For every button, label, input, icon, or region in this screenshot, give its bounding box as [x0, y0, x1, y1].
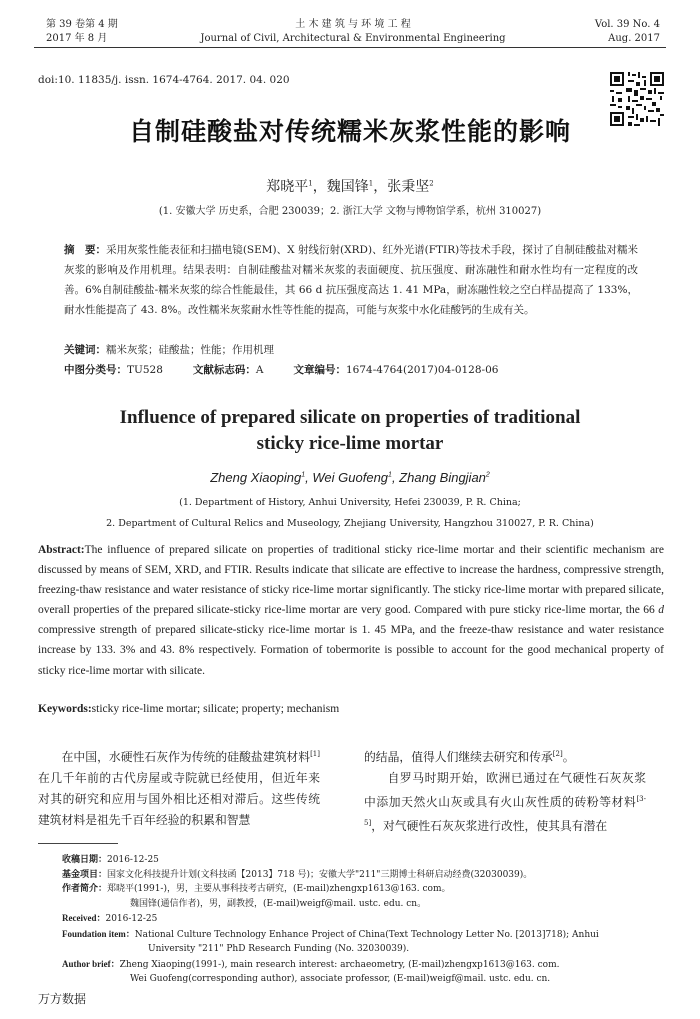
title-en-line1: Influence of prepared silicate on properties of traditional — [119, 407, 581, 428]
citation-ref: [1] — [310, 750, 320, 758]
title-en — [0, 405, 700, 457]
title-en-line2: sticky rice-lime mortar — [256, 433, 444, 454]
affiliation-en-line2: 2. Department of Cultural Relics and Museology, Zhejiang University, Hangzhou 310027, P. R. China) — [106, 518, 594, 529]
footnote-fund-en-2: University "211" PhD Research Funding (No. 32030039). — [148, 944, 410, 954]
footnote-fund-en — [62, 927, 664, 943]
wanfang-watermark: 万方数据 — [38, 992, 87, 1006]
keywords-cn — [64, 340, 638, 360]
article-number-label: 文章编号： — [293, 364, 346, 376]
footnote-text: 国家文化科技提升计划(文科技函【2013】718 号)；安徽大学"211"三期博士科研启动经费(32030039)。 — [107, 869, 533, 880]
body-paragraph — [364, 768, 646, 837]
running-header — [46, 18, 660, 48]
doi: doi:10. 11835/j. issn. 1674-4764. 2017. 04. 020 — [38, 74, 290, 86]
body-column-right — [364, 744, 646, 837]
doc-code-value: A — [255, 364, 264, 376]
author-en-2: , Wei Guofeng — [305, 470, 389, 485]
header-volume-en: Vol. 39 No. 4 — [594, 19, 660, 30]
keywords-en-label: Keywords: — [38, 703, 92, 715]
header-journal-title — [46, 18, 660, 46]
footnote-author-cn — [62, 882, 664, 897]
abstract-cn-text: 采用灰浆性能表征和扫描电镜(SEM)、X 射线衍射(XRD)、红外光谱(FTIR)等技术手段，探讨了自制硅酸盐对糯米灰浆的影响及作用机理。结果表明：自制硅酸盐对糯米灰浆的表面硬度、抗压强度、耐冻融性和耐水性均有一定程度的改善。6%自制硅酸盐-糯米灰浆的综合性能最佳，其 66 d 抗压强度高达 1. 41 MPa，耐冻融性较之空白样品提高了 133%，耐水性能提高了 43. 8%。改性糯米灰浆耐水性等性能的提高，可能与灰浆中水化硅酸钙的生成有关。 — [64, 244, 639, 316]
authors-cn — [0, 176, 700, 196]
header-divider — [34, 47, 666, 48]
footnote-divider — [38, 843, 118, 844]
author-en-3-affil: 2 — [485, 471, 490, 479]
author-cn-2: ，魏国锋 — [312, 179, 369, 195]
footnote-label: 作者简介： — [62, 884, 108, 894]
authors-en — [0, 470, 700, 485]
footnote-text: 2016-12-25 — [105, 914, 158, 924]
body-paragraph — [38, 744, 320, 831]
footnotes — [62, 853, 664, 987]
abstract-en-text-b: compressive strength of prepared silicate-sticky rice-lime mortar is 1. 45 MPa, and the freeze-thaw resistance and water resistance increase by 133. 3% and 43. 8% respectively. Formation of tobermorite is possible to account for the good mechanical property of sticky rice-lime mortar with silicate. — [38, 624, 664, 677]
body-text: ，对气硬性石灰灰浆进行改性，使其具有潜在 — [371, 818, 608, 833]
affiliation-cn: (1. 安徽大学 历史系，合肥 230039；2. 浙江大学 文物与博物馆学系，杭州 310027) — [158, 206, 542, 217]
abstract-en-text-a: The influence of prepared silicate on properties of traditional sticky rice-lime mortar and their scientific mechanism are discussed by means of SEM, XRD, and FTIR. Results indicate that silicate are effective to increase the hardness, compressive strength, freezing-thaw resistance and water resistance of sticky rice-lime mortar significantly. The sticky rice-lime mortar with prepared silicate, overall properties of the prepared silicate-sticky rice-lime mortar are very good. Compared with pure sticky rice-lime mortar, the 66 — [38, 544, 664, 617]
affiliation-en-line1: (1. Department of History, Anhui University, Hefei 230039, P. R. China; — [179, 497, 521, 508]
body-text: 自罗马时期开始，欧洲已通过在气硬性石灰灰浆中添加天然火山灰或具有火山灰性质的砖粉等材料 — [364, 770, 646, 809]
footnote-label: Author brief： — [62, 958, 120, 969]
keywords-en — [38, 703, 664, 715]
body-text: 。 — [562, 749, 575, 764]
abstract-cn-label: 摘 要： — [64, 244, 107, 256]
footnote-author-cn-2: 魏国锋(通信作者)，男，副教授，(E-mail)weigf@mail. ustc. edu. cn。 — [130, 898, 427, 909]
author-en-1: Zheng Xiaoping — [210, 470, 302, 485]
author-cn-2-affil: 1 — [368, 179, 374, 188]
keywords-cn-label: 关键词： — [64, 344, 106, 356]
citation-ref: [2] — [552, 750, 563, 758]
author-cn-1: 郑晓平 — [266, 179, 309, 195]
footnote-fund-cn — [62, 868, 664, 883]
affiliation-en — [0, 492, 700, 534]
author-cn-3: ，张秉坚 — [373, 179, 430, 195]
footnote-brief-en — [62, 957, 664, 973]
footnote-text: 郑晓平(1991-)，男，主要从事科技考古研究，(E-mail)zhengxp1613@163. com。 — [107, 884, 451, 894]
keywords-cn-text: 糯米灰浆；硅酸盐；性能；作用机理 — [106, 344, 274, 356]
clc-label: 中图分类号： — [64, 364, 127, 376]
article-number-value: 1674-4764(2017)04-0128-06 — [346, 364, 499, 376]
footnote-text: 2016-12-25 — [107, 855, 159, 865]
author-en-2-affil: 1 — [388, 471, 392, 479]
body-text: 在中国，水硬性石灰作为传统的硅酸盐建筑材料 — [61, 749, 311, 764]
classification-cn — [64, 360, 638, 380]
body-text: 的结晶，值得人们继续去研究和传承 — [364, 749, 553, 764]
abstract-en-italic-d: d — [658, 604, 664, 617]
header-volume-en-info — [595, 18, 660, 46]
header-volume-cn: 第 39 卷第 4 期 — [46, 19, 118, 30]
header-date-cn: 2017 年 8 月 — [46, 33, 108, 44]
title-cn: 自制硅酸盐对传统糯米灰浆性能的影响 — [128, 117, 571, 146]
body-text: 在几千年前的古代房屋或寺院就已经使用，但近年来对其的研究和应用与国外相比还相对滞后。这些传统建筑材料是祖先千百年经验的积累和智慧 — [38, 770, 320, 827]
footnote-label: Received： — [62, 913, 106, 923]
body-column-left — [38, 744, 320, 831]
footnote-label: 基金项目： — [62, 869, 108, 880]
abstract-en-label: Abstract: — [38, 544, 85, 556]
author-en-1-affil: 1 — [301, 471, 306, 479]
header-journal-cn: 土 木 建 筑 与 环 境 工 程 — [295, 19, 411, 30]
clc-value: TU528 — [127, 364, 163, 376]
author-cn-3-affil: 2 — [429, 179, 434, 188]
footnote-label: 收稿日期： — [62, 855, 108, 865]
footnote-label: Foundation item： — [62, 928, 135, 939]
header-journal-en: Journal of Civil, Architectural & Environmental Engineering — [200, 33, 506, 44]
keywords-en-text: sticky rice-lime mortar; silicate; property; mechanism — [91, 703, 340, 715]
footnote-text: Zheng Xiaoping(1991-), main research interest: archaeometry, (E-mail)zhengxp1613@163. com. — [119, 959, 560, 970]
abstract-cn — [64, 240, 638, 320]
footnote-text: National Culture Technology Enhance Project of China(Text Technology Letter No. [2013]718); Anhui — [134, 929, 599, 940]
footnote-brief-en-2: Wei Guofeng(corresponding author), associate professor, (E-mail)weigf@mail. ustc. edu. cn. — [130, 974, 551, 984]
abstract-en — [38, 540, 664, 681]
author-en-3: , Zhang Bingjian — [391, 470, 486, 485]
footnote-received-en — [62, 911, 664, 927]
footnote-received-cn — [62, 853, 664, 868]
author-cn-1-affil: 1 — [308, 179, 313, 188]
body-paragraph — [364, 744, 646, 768]
header-date-en: Aug. 2017 — [608, 33, 660, 44]
doc-code-label: 文献标志码： — [192, 364, 256, 376]
citation-ref: [3-5] — [364, 794, 646, 827]
